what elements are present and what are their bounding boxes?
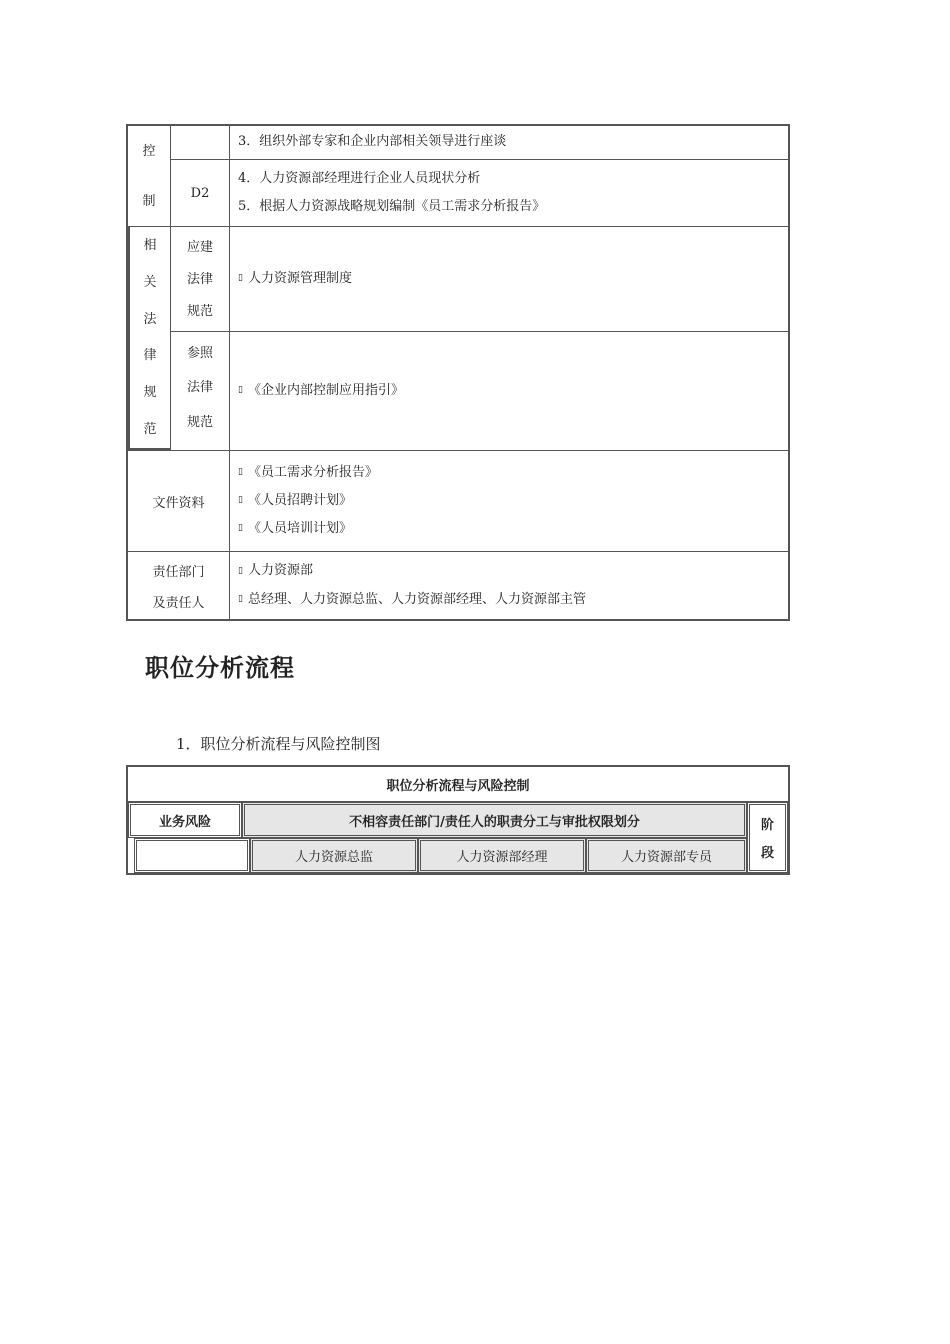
list-item (238, 382, 790, 400)
reference-law-label (170, 332, 229, 450)
applicable-law-items (229, 227, 790, 332)
risk-blank-cell (134, 838, 250, 873)
code-cell-empty (170, 126, 229, 160)
item-text: 《人员招聘计划》 (248, 492, 353, 508)
stage-header (747, 802, 788, 873)
bullet-icon: ▯ (238, 565, 243, 576)
division-header (242, 802, 747, 838)
reference-law-items (229, 332, 790, 450)
side-char: 律 (143, 348, 157, 364)
control-step-text: 4．人力资源部经理进行企业人员现状分析 (238, 170, 481, 186)
docs-label-cell (128, 451, 229, 552)
list-item (238, 562, 790, 580)
role-header-2 (418, 838, 586, 873)
list-item (238, 492, 790, 510)
item-text: 《员工需求分析报告》 (248, 464, 379, 480)
list-item (238, 591, 790, 609)
code-label: D2 (190, 185, 210, 201)
risk-header (128, 802, 242, 838)
docs-label: 文件资料 (152, 495, 205, 511)
label-line: 规范 (186, 415, 213, 431)
section-subheading: 1．职位分析流程与风险控制图 (176, 735, 381, 753)
label-line: 责任部门 (152, 564, 205, 580)
control-step-text: 5．根据人力资源战略规划编制《员工需求分析报告》 (238, 199, 546, 214)
side-char: 制 (142, 193, 156, 209)
label-line: 规范 (186, 303, 213, 319)
role-header-3 (586, 838, 747, 873)
label-line: 法律 (186, 271, 213, 287)
flow-risk-table (126, 765, 790, 875)
label-line: 参照 (186, 345, 213, 361)
bullet-icon: ▯ (238, 385, 243, 396)
section-heading: 职位分析流程 (145, 654, 295, 682)
law-side-label (128, 227, 170, 450)
header-text: 不相容责任部门/责任人的职责分工与审批权限划分 (349, 814, 640, 830)
resp-items (229, 552, 790, 619)
control-step-row2 (229, 160, 790, 226)
item-text: 人力资源部 (248, 563, 314, 579)
side-char: 控 (142, 143, 156, 159)
item-text: 人力资源管理制度 (248, 270, 353, 286)
role-text: 人力资源部经理 (456, 850, 548, 865)
header-text: 业务风险 (158, 814, 211, 830)
applicable-law-label (170, 227, 229, 332)
docs-items (229, 451, 790, 552)
control-step-text: 3．组织外部专家和企业内部相关领导进行座谈 (238, 134, 507, 150)
role-text: 人力资源部专员 (620, 850, 712, 865)
side-char: 范 (143, 422, 157, 438)
bullet-icon: ▯ (238, 593, 243, 604)
side-char: 相 (143, 237, 157, 253)
bullet-icon: ▯ (238, 466, 243, 477)
code-cell-d2 (170, 160, 229, 226)
label-line: 及责任人 (152, 595, 205, 611)
title-text: 职位分析流程与风险控制 (386, 778, 530, 794)
label-line: 法律 (186, 380, 213, 396)
item-text: 《人员培训计划》 (248, 521, 353, 537)
bullet-icon: ▯ (238, 273, 243, 284)
control-side-label (128, 126, 170, 226)
side-char: 规 (143, 385, 157, 401)
item-text: 《企业内部控制应用指引》 (248, 382, 405, 398)
label-line: 应建 (186, 239, 213, 255)
header-char: 阶 (760, 817, 774, 833)
side-char: 法 (143, 311, 157, 327)
header-char: 段 (760, 846, 774, 862)
side-char: 关 (143, 274, 157, 290)
role-text: 人力资源总监 (294, 850, 373, 865)
list-item (238, 270, 790, 288)
control-step-row1 (229, 126, 790, 160)
role-header-1 (250, 838, 418, 873)
list-item (238, 520, 790, 538)
flow-table-title (128, 767, 788, 802)
list-item (238, 464, 790, 482)
resp-label-cell (128, 552, 229, 619)
item-text: 总经理、人力资源总监、人力资源部经理、人力资源部主管 (248, 591, 587, 607)
bullet-icon: ▯ (238, 495, 243, 506)
bullet-icon: ▯ (238, 523, 243, 534)
control-table (126, 124, 790, 621)
